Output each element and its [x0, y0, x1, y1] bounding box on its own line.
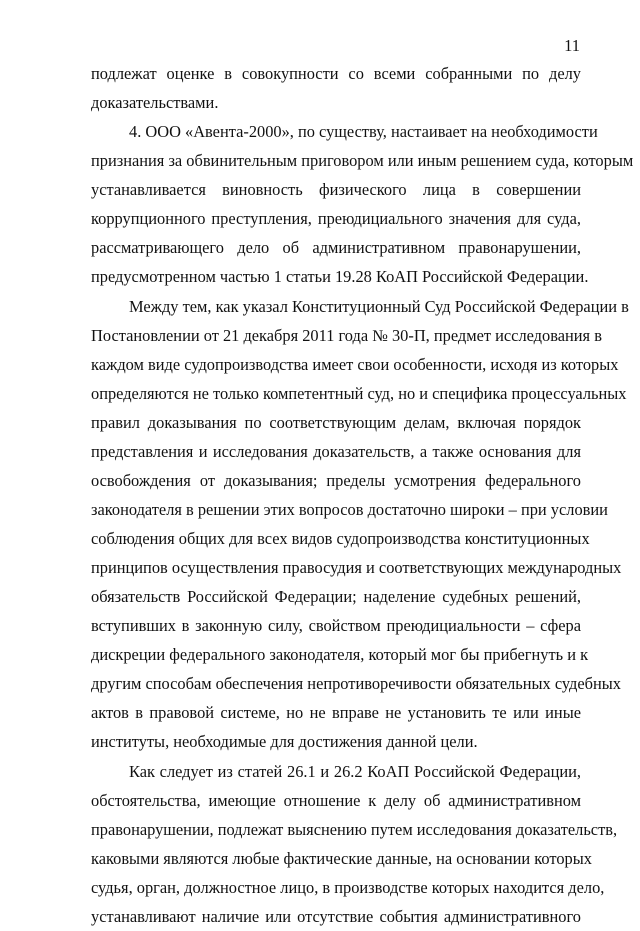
paragraph-continuation — [91, 59, 581, 117]
text-line: Как следует из статей 26.1 и 26.2 КоАП Российской Федерации, — [129, 761, 581, 781]
text-line: правонарушении, подлежат выяснению путем исследования доказательств, — [91, 819, 618, 839]
text-line: обязательств Российской Федерации; наделение судебных решений, — [91, 587, 581, 607]
text-line: освобождения от доказывания; пределы усмотрения федерального — [91, 470, 581, 490]
text-line: обстоятельства, имеющие отношение к делу об административном — [91, 790, 581, 810]
text-line: определяются не только компетентный суд, но и специфика процессуальных — [91, 383, 627, 403]
text-line: предусмотренном частью 1 статьи 19.28 КоАП Российской Федерации. — [91, 267, 589, 287]
text-line: актов в правовой системе, но не вправе не установить те или иные — [91, 703, 581, 723]
text-line: вступивших в законную силу, свойством преюдициальности – сфера — [91, 616, 581, 636]
text-line: коррупционного преступления, преюдициального значения для суда, — [91, 209, 581, 229]
text-line: подлежат оценке в совокупности со всеми собранными по делу — [91, 64, 581, 83]
body-text — [91, 59, 634, 931]
text-line: каждом виде судопроизводства имеет свои особенности, исходя из которых — [91, 354, 619, 374]
text-line: доказательствами. — [91, 93, 219, 113]
text-line: принципов осуществления правосудия и соответствующих международных — [91, 558, 622, 578]
paragraph-point-4 — [91, 117, 634, 291]
text-line: представления и исследования доказательств, а также основания для — [91, 441, 581, 461]
text-line: институты, необходимые для достижения данной цели. — [91, 732, 478, 752]
text-line: Между тем, как указал Конституционный Суд Российской Федерации в — [129, 296, 629, 316]
text-line: признания за обвинительным приговором или иным решением суда, которым — [91, 151, 634, 171]
paragraph-constitutional-court — [91, 292, 629, 757]
text-line: устанавливают наличие или отсутствие события административного — [91, 906, 581, 926]
text-line: другим способам обеспечения непротиворечивости обязательных судебных — [91, 674, 621, 694]
text-line: каковыми являются любые фактические данные, на основании которых — [91, 848, 592, 868]
text-line: рассматривающего дело об административном правонарушении, — [91, 238, 581, 258]
text-line: соблюдения общих для всех видов судопроизводства конституционных — [91, 529, 590, 548]
text-line: дискреции федерального законодателя, который мог бы прибегнуть и к — [91, 645, 589, 665]
text-line: судья, орган, должностное лицо, в производстве которых находится дело, — [91, 877, 605, 897]
text-line: законодателя в решении этих вопросов достаточно широки – при условии — [91, 499, 608, 519]
text-line: правил доказывания по соответствующим делам, включая порядок — [91, 412, 581, 432]
text-line: устанавливается виновность физического лица в совершении — [91, 180, 581, 200]
page-number: 11 — [564, 36, 580, 55]
text-line: 4. ООО «Авента-2000», по существу, настаивает на необходимости — [129, 122, 598, 142]
text-line: Постановлении от 21 декабря 2011 года № 30-П, предмет исследования в — [91, 325, 602, 345]
